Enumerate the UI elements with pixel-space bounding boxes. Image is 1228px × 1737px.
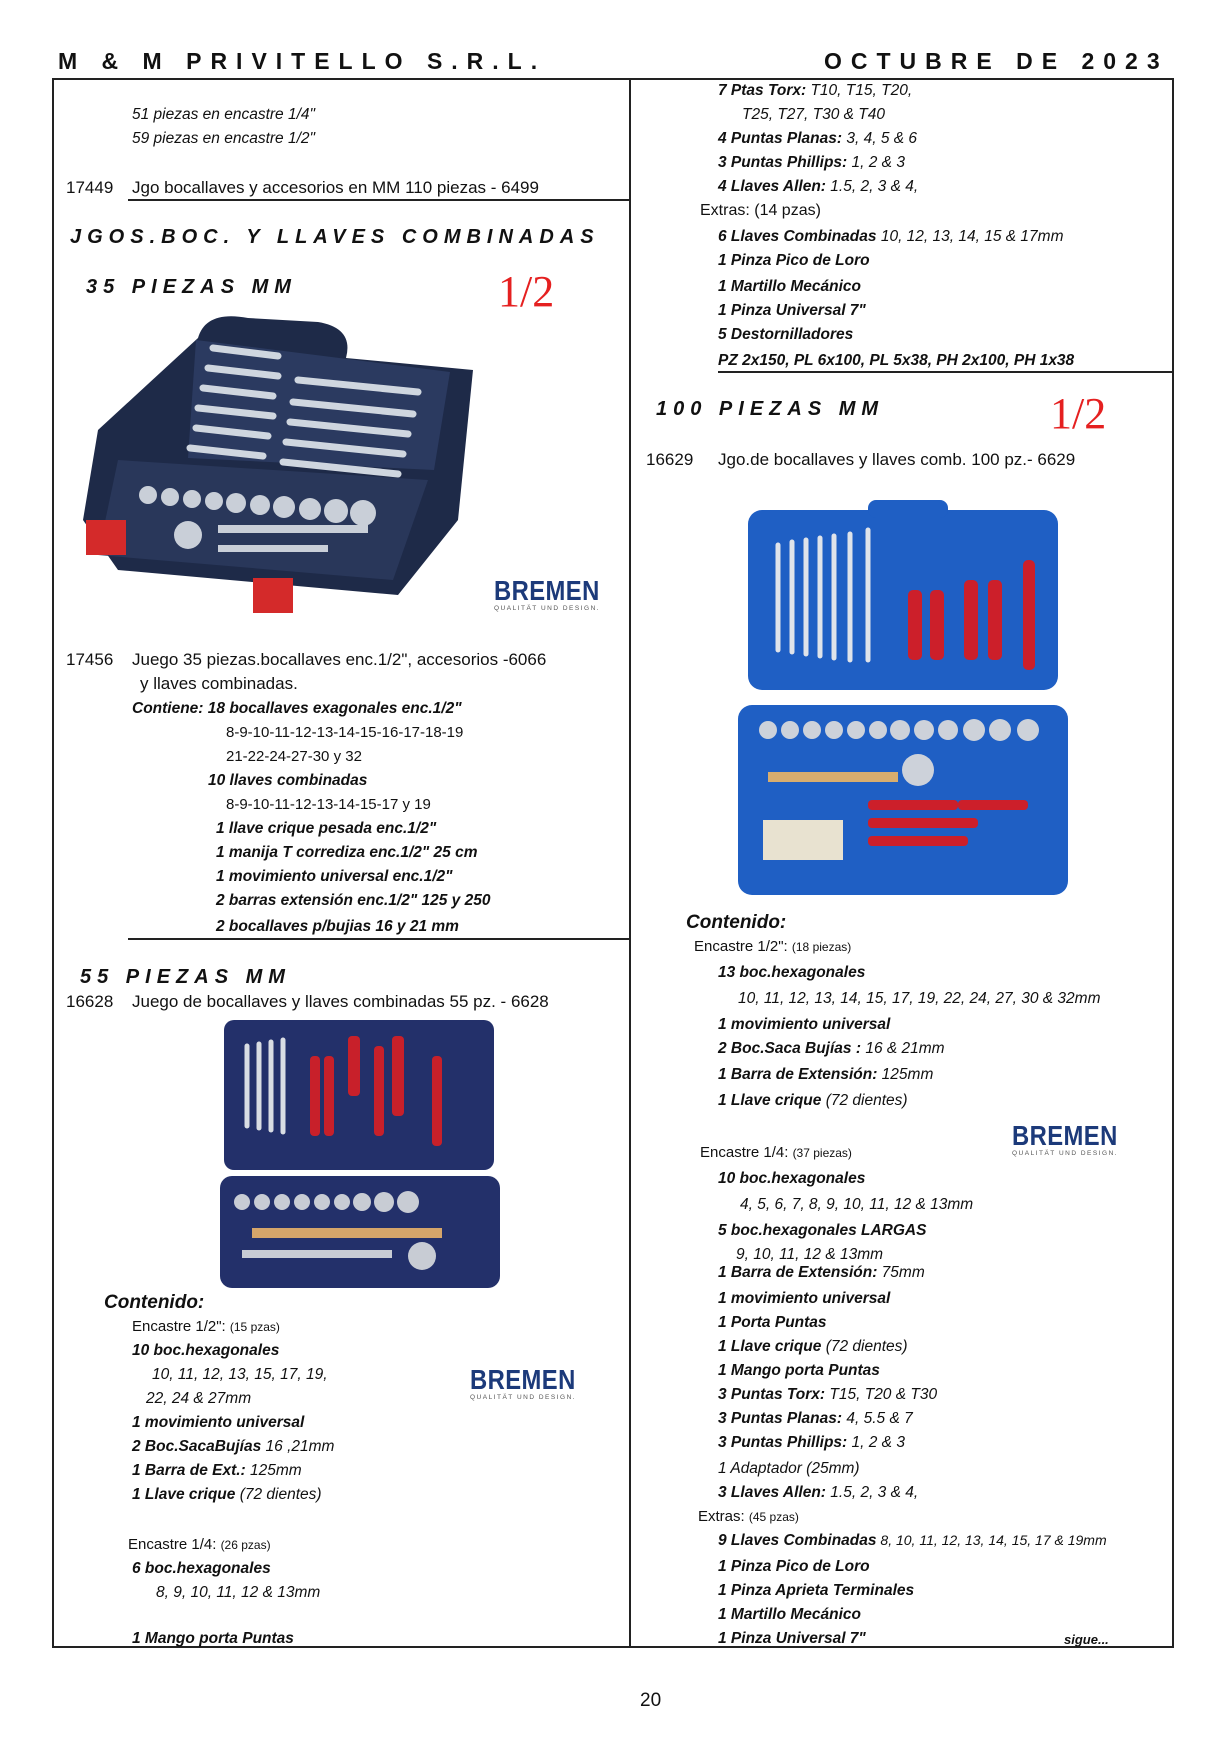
item-code-17456: 17456 — [66, 650, 114, 669]
set100-enc14-item: 3 Puntas Planas: 4, 5.5 & 7 — [718, 1410, 913, 1427]
size-badge-half: 1/2 — [1050, 389, 1107, 438]
set100-enc12-item: 10, 11, 12, 13, 14, 15, 17, 19, 22, 24, 27, 30 & 32mm — [738, 990, 1101, 1007]
set55-enc12-item: 1 Barra de Ext.: 125mm — [132, 1462, 302, 1479]
set100-enc14-item: 1 Llave crique (72 dientes) — [718, 1338, 908, 1355]
set35-content-line: 1 manija T corrediza enc.1/2" 25 cm — [216, 844, 478, 861]
set35-content-line: 1 llave crique pesada enc.1/2" — [216, 820, 437, 837]
right-extras-item: 1 Pinza Universal 7" — [718, 302, 866, 319]
set55-enc12-item: 2 Boc.SacaBujías 16 ,21mm — [132, 1438, 335, 1455]
set55-enc14-label: Encastre 1/4: (26 pzas) — [128, 1536, 271, 1553]
item-code-16628: 16628 — [66, 992, 114, 1011]
set35-title: 35 PIEZAS MM — [86, 276, 297, 298]
set100-enc14-item: 1 movimiento universal — [718, 1290, 891, 1307]
item-code-17449: 17449 — [66, 178, 114, 197]
separator-line — [128, 199, 630, 201]
set35-content-line: 2 bocallaves p/bujias 16 y 21 mm — [216, 918, 459, 935]
continue-note: sigue... — [1064, 1632, 1109, 1647]
set55-enc12-item: 1 Llave crique (72 dientes) — [132, 1486, 322, 1503]
size-badge-half: 1/2 — [498, 267, 555, 316]
set55-last-item: 1 Mango porta Puntas — [132, 1630, 294, 1647]
set55-enc12-item: 10 boc.hexagonales — [132, 1342, 280, 1359]
set100-extras-item: 1 Pinza Universal 7" — [718, 1630, 866, 1647]
set100-extras-item: 9 Llaves Combinadas 8, 10, 11, 12, 13, 14, 15, 17 & 19mm — [718, 1532, 1107, 1549]
set55-enc12-item: 1 movimiento universal — [132, 1414, 305, 1431]
set100-enc14-item: 3 Puntas Phillips: 1, 2 & 3 — [718, 1434, 905, 1451]
item-desc-17456-cont: y llaves combinadas. — [140, 674, 298, 693]
set100-enc12-item: 1 Barra de Extensión: 125mm — [718, 1066, 934, 1083]
right-extras-item: 5 Destornilladores — [718, 326, 854, 343]
right-extras-item: 1 Pinza Pico de Loro — [718, 252, 870, 269]
set35-content-line: 21-22-24-27-30 y 32 — [226, 748, 362, 765]
bremen-logo-35: BREMEN QUALITÄT UND DESIGN. — [494, 575, 601, 612]
set100-enc12-item: 1 Llave crique (72 dientes) — [718, 1092, 908, 1109]
bremen-logo-100: BREMEN QUALITÄT UND DESIGN. — [1012, 1120, 1119, 1157]
set100-enc14-item: 3 Puntas Torx: T15, T20 & T30 — [718, 1386, 938, 1403]
item-code-16629: 16629 — [646, 450, 694, 469]
set100-enc14-label: Encastre 1/4: (37 piezas) — [700, 1144, 852, 1161]
toolset-100-image — [718, 500, 1088, 900]
set100-enc14-item: 1 Barra de Extensión: 75mm — [718, 1264, 925, 1281]
column-divider — [629, 78, 631, 1648]
set100-enc12-label: Encastre 1/2": (18 piezas) — [694, 938, 852, 955]
set100-extras-item: 1 Pinza Aprieta Terminales — [718, 1582, 915, 1599]
separator-line — [128, 938, 630, 940]
set55-enc12-label: Encastre 1/2": (15 pzas) — [132, 1318, 280, 1335]
set100-enc14-item: 5 boc.hexagonales LARGAS — [718, 1222, 927, 1239]
set100-enc14-item: 1 Mango porta Puntas — [718, 1362, 880, 1379]
right-extras-item: 6 Llaves Combinadas 10, 12, 13, 14, 15 & 17mm — [718, 228, 1064, 245]
item-desc-16628: Juego de bocallaves y llaves combinadas 55 pz. - 6628 — [132, 992, 549, 1011]
top-line-2: 59 piezas en encastre 1/2" — [132, 130, 316, 147]
set100-enc14-item: 10 boc.hexagonales — [718, 1170, 866, 1187]
right-extras-item: 1 Martillo Mecánico — [718, 278, 861, 295]
set100-enc14-item: 9, 10, 11, 12 & 13mm — [736, 1246, 884, 1263]
set55-enc14-item: 6 boc.hexagonales — [132, 1560, 271, 1577]
set55-title: 55 PIEZAS MM — [80, 966, 291, 988]
document-date: OCTUBRE DE 2023 — [824, 48, 1169, 74]
set100-title: 100 PIEZAS MM — [656, 398, 885, 420]
separator-line — [718, 371, 1174, 373]
bremen-logo-55: BREMEN QUALITÄT UND DESIGN. — [470, 1364, 577, 1401]
right-extras-label: Extras: (14 pzas) — [700, 202, 821, 219]
section-title: JGOS.BOC. Y LLAVES COMBINADAS — [70, 226, 600, 248]
set100-enc14-item: 4, 5, 6, 7, 8, 9, 10, 11, 12 & 13mm — [740, 1196, 974, 1213]
right-top-item: T25, T27, T30 & T40 — [742, 106, 886, 123]
toolset-55-image — [212, 1016, 512, 1291]
company-name: M & M PRIVITELLO S.R.L. — [58, 48, 547, 74]
set55-enc12-item: 10, 11, 12, 13, 15, 17, 19, — [152, 1366, 328, 1383]
set35-content-line: 8-9-10-11-12-13-14-15-16-17-18-19 — [226, 724, 464, 741]
set100-enc14-item: 3 Llaves Allen: 1.5, 2, 3 & 4, — [718, 1484, 919, 1501]
top-line-1: 51 piezas en encastre 1/4" — [132, 106, 316, 123]
right-top-item: 3 Puntas Phillips: 1, 2 & 3 — [718, 154, 905, 171]
set100-enc14-item: 1 Porta Puntas — [718, 1314, 827, 1331]
set100-extras-item: 1 Martillo Mecánico — [718, 1606, 861, 1623]
right-top-item: 4 Llaves Allen: 1.5, 2, 3 & 4, — [718, 178, 919, 195]
set35-content-line: 1 movimiento universal enc.1/2" — [216, 868, 453, 885]
item-desc-17456: Juego 35 piezas.bocallaves enc.1/2", accesorios -6066 — [132, 650, 547, 669]
set100-enc12-item: 2 Boc.Saca Bujías : 16 & 21mm — [718, 1040, 945, 1057]
set35-content-line: Contiene: 18 bocallaves exagonales enc.1/2" — [132, 700, 462, 717]
right-top-item: 4 Puntas Planas: 3, 4, 5 & 6 — [718, 130, 918, 147]
set100-contenido: Contenido: — [686, 912, 787, 933]
right-extras-item: PZ 2x150, PL 6x100, PL 5x38, PH 2x100, PH 1x38 — [718, 352, 1075, 369]
item-desc-16629: Jgo.de bocallaves y llaves comb. 100 pz.- 6629 — [718, 450, 1076, 469]
set100-enc12-item: 13 boc.hexagonales — [718, 964, 866, 981]
page-number: 20 — [640, 1690, 662, 1711]
set55-enc14-item: 8, 9, 10, 11, 12 & 13mm — [156, 1584, 321, 1601]
set35-content-line: 8-9-10-11-12-13-14-15-17 y 19 — [226, 796, 431, 813]
right-top-item: 7 Ptas Torx: T10, T15, T20, — [718, 82, 913, 99]
set100-extras-item: 1 Pinza Pico de Loro — [718, 1558, 870, 1575]
set35-content-line: 2 barras extensión enc.1/2" 125 y 250 — [216, 892, 491, 909]
set100-enc14-item: 1 Adaptador (25mm) — [718, 1460, 860, 1477]
toolset-35-image — [78, 310, 478, 635]
set100-extras-label: Extras: (45 pzas) — [698, 1508, 799, 1525]
set100-enc12-item: 1 movimiento universal — [718, 1016, 891, 1033]
item-desc-17449: Jgo bocallaves y accesorios en MM 110 piezas - 6499 — [132, 178, 539, 197]
set35-content-line: 10 llaves combinadas — [208, 772, 368, 789]
set55-contenido: Contenido: — [104, 1292, 205, 1313]
set55-enc12-item: 22, 24 & 27mm — [146, 1390, 252, 1407]
